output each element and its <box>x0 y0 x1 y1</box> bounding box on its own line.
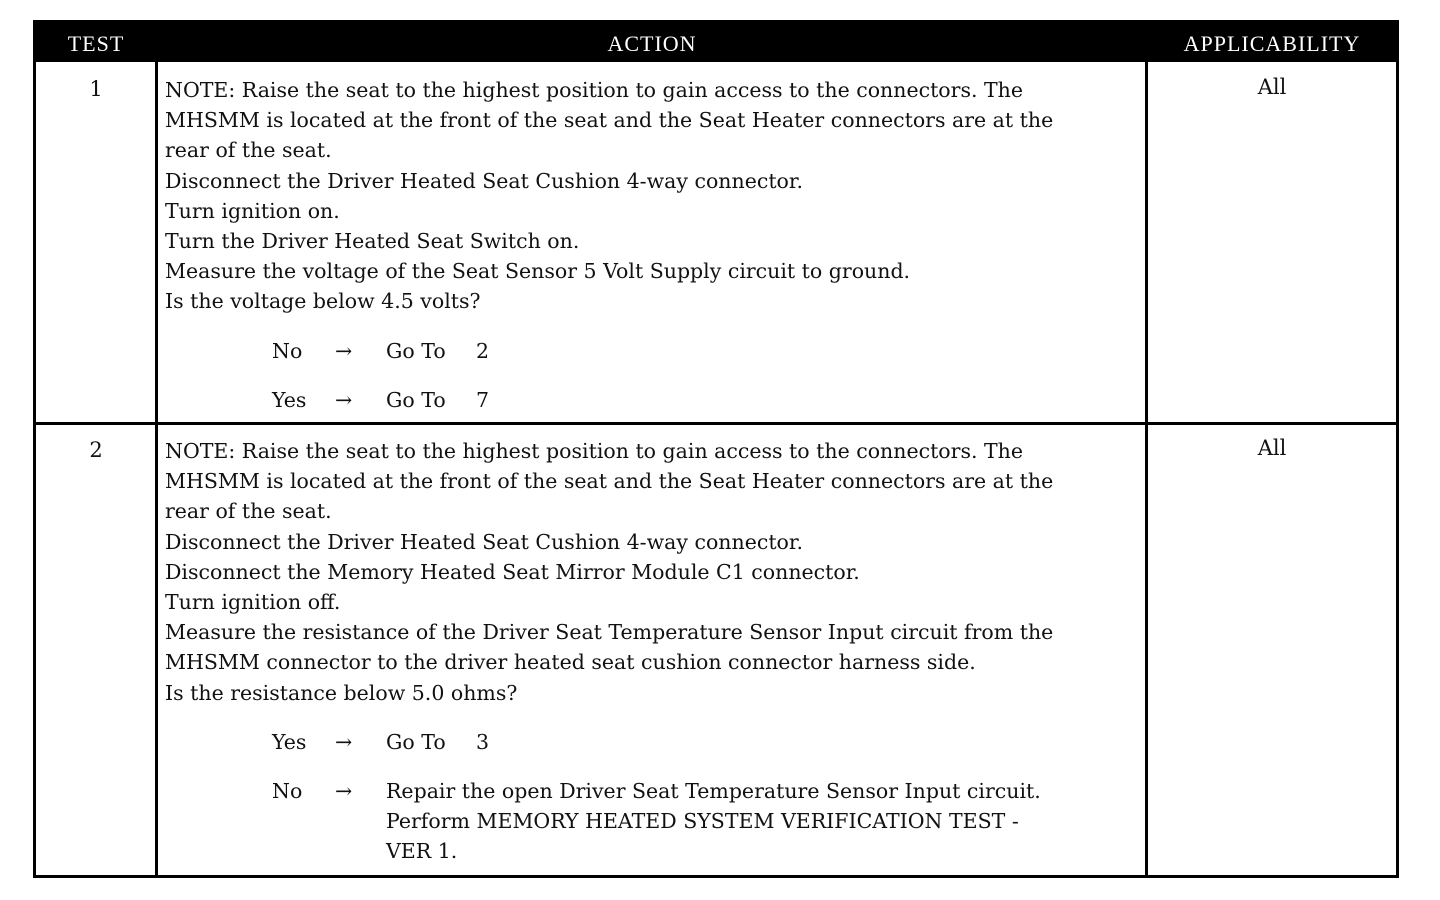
choice-goto: Go To <box>386 387 446 412</box>
action-line: Turn the Driver Heated Seat Switch on. <box>165 228 580 253</box>
test-number: 1 <box>89 77 103 101</box>
action-line: rear of the seat. <box>165 499 332 524</box>
action-line: MHSMM is located at the front of the seat and the Seat Heater connectors are at the <box>165 108 1054 133</box>
choice-row <box>165 776 1145 867</box>
action-line: Is the resistance below 5.0 ohms? <box>165 680 518 705</box>
choice-action-line: VER 1. <box>386 839 458 864</box>
action-line: Is the voltage below 4.5 volts? <box>165 289 481 314</box>
applicability-value: All <box>1257 436 1287 460</box>
choice-target: 2 <box>476 338 490 363</box>
column-divider-test <box>155 62 158 878</box>
choice-action-line: Repair the open Driver Seat Temperature Sensor Input circuit. <box>386 778 1041 803</box>
diagnostic-test-table <box>33 20 1399 878</box>
action-line: Measure the resistance of the Driver Seat Temperature Sensor Input circuit from the <box>165 620 1054 645</box>
choice-action-line: Perform MEMORY HEATED SYSTEM VERIFICATION TEST - <box>386 809 1019 834</box>
action-line: Disconnect the Driver Heated Seat Cushion 4-way connector. <box>165 529 803 554</box>
action-line: rear of the seat. <box>165 138 332 163</box>
action-line: MHSMM connector to the driver heated seat cushion connector harness side. <box>165 650 976 675</box>
header-applicability: APPLICABILITY <box>1183 31 1361 56</box>
choice-answer: No <box>272 338 303 363</box>
choice-target: 3 <box>476 729 490 754</box>
header-test: TEST <box>67 31 125 56</box>
choice-goto: Go To <box>386 338 446 363</box>
column-divider-action <box>1145 62 1148 878</box>
arrow-icon: → <box>335 778 353 803</box>
arrow-icon: → <box>335 729 353 754</box>
choice-answer: Yes <box>272 387 307 412</box>
action-line: MHSMM is located at the front of the seat and the Seat Heater connectors are at the <box>165 469 1054 494</box>
choice-target: 7 <box>476 387 490 412</box>
choice-answer: No <box>272 778 303 803</box>
action-line: Disconnect the Memory Heated Seat Mirror Module C1 connector. <box>165 559 860 584</box>
applicability-value: All <box>1257 75 1287 99</box>
action-line: Turn ignition on. <box>165 198 340 223</box>
header-action: ACTION <box>607 31 697 56</box>
test-number: 2 <box>89 438 103 462</box>
action-line: Measure the voltage of the Seat Sensor 5 Volt Supply circuit to ground. <box>165 259 911 284</box>
action-line: Turn ignition off. <box>165 589 341 614</box>
action-text-block <box>165 436 1145 866</box>
table-header <box>36 23 1396 62</box>
action-line: NOTE: Raise the seat to the highest position to gain access to the connectors. The <box>165 439 1024 463</box>
action-text-block <box>165 75 1145 415</box>
choice-goto: Go To <box>386 729 446 754</box>
action-line: NOTE: Raise the seat to the highest position to gain access to the connectors. The <box>165 78 1024 102</box>
choice-answer: Yes <box>272 729 307 754</box>
choice-row <box>165 336 1145 366</box>
choice-row <box>165 727 1145 757</box>
choice-row <box>165 385 1145 415</box>
arrow-icon: → <box>335 338 353 363</box>
action-line: Disconnect the Driver Heated Seat Cushion 4-way connector. <box>165 168 803 193</box>
row-divider <box>36 422 1396 425</box>
arrow-icon: → <box>335 387 353 412</box>
